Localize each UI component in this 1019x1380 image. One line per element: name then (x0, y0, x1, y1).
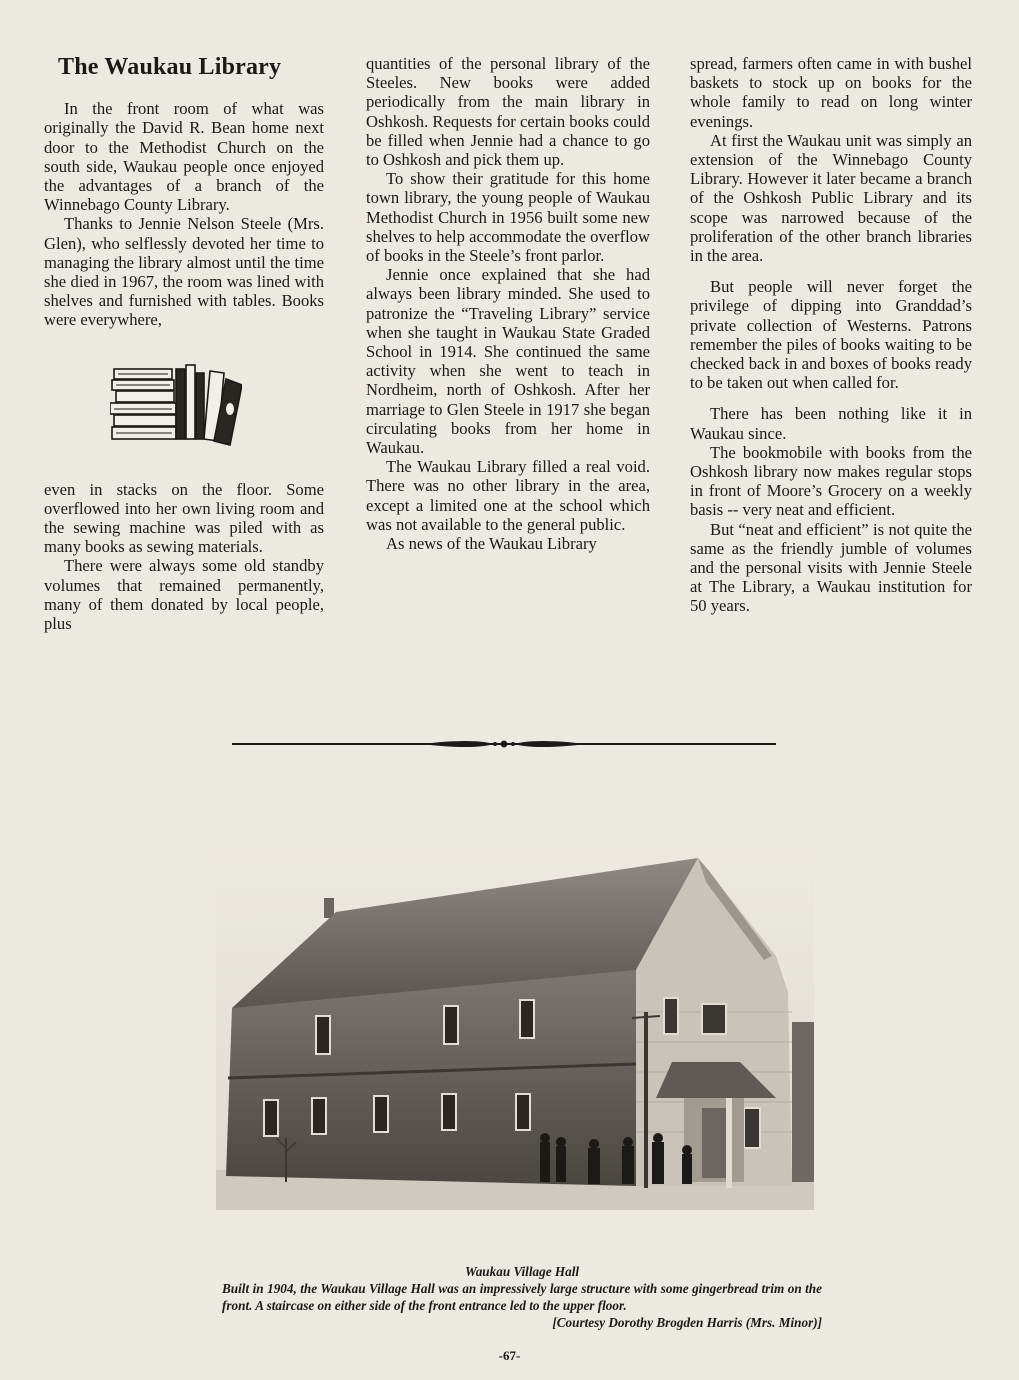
paragraph: But “neat and efficient” is not quite the same as the friendly jumble of volumes and the personal visits with Jennie Steele at The Library, a Waukau institution for 50 years. (690, 519, 972, 616)
article-column-1 (44, 54, 324, 633)
paragraph: There were always some old standby volumes that remained permanently, many of them donated by local people, plus (44, 556, 324, 634)
paragraph: As news of the Waukau Library (386, 534, 597, 554)
paragraph: At first the Waukau unit was simply an extension of the Winnebago County Library. However it later became a branch of the Oshkosh Public Library and its scope was narrowed because of the proliferation of the other branch libraries in the area. (690, 130, 972, 266)
page-number: -67- (498, 1348, 521, 1363)
article-title: The Waukau Library (58, 54, 282, 80)
paragraph: In the front room of what was originally the David R. Bean home next door to the Methodist Church on the south side, Waukau people once enjoyed the advantages of a branch of the Winnebago County Library. (44, 99, 324, 215)
photo-caption (222, 1263, 822, 1331)
paragraph: spread, farmers often came in with bushel baskets to stock up on books for the whole family to read on long winter evenings. (690, 54, 972, 131)
paragraph: quantities of the personal library of the Steeles. New books were added periodically from the main library in Oshkosh. Requests for certain books could be filled when Jennie had a chance to go to Oshkosh and pick them up. (366, 54, 650, 170)
article-column-3 (690, 54, 972, 616)
paragraph: The Waukau Library filled a real void. There was no other library in the area, except a limited one at the school which was not available to the general public. (366, 457, 650, 534)
paragraph: There has been nothing like it in Waukau since. (690, 404, 972, 443)
paragraph: Jennie once explained that she had always been library minded. She used to patronize the “Traveling Library” service when she taught in Waukau State Graded School in 1914. She continued the same activity when she went to teach in Nordheim, north of Oshkosh. After her marriage to Glen Steele in 1917 she began circulating books from her home in Waukau. (366, 265, 650, 458)
article-column-2 (366, 54, 650, 553)
paragraph: The bookmobile with books from the Oshkosh library now makes regular stops in front of Moore’s Grocery on a weekly basis -- very neat and efficient. (690, 442, 972, 520)
caption-body: Built in 1904, the Waukau Village Hall was an impressively large structure with some gingerbread trim on the front. A staircase on either side of the front entrance led to the upper floor. (222, 1281, 822, 1313)
village-hall-photo (216, 842, 814, 1210)
caption-title: Waukau Village Hall (464, 1264, 580, 1279)
paragraph: even in stacks on the floor. Some overflowed into her own living room and the sewing machine was piled with as many books as sewing materials. (44, 479, 324, 557)
caption-credit: [Courtesy Dorothy Brogden Harris (Mrs. Minor)] (552, 1315, 822, 1330)
ornamental-divider-icon (232, 734, 776, 754)
books-illustration-icon (44, 330, 324, 480)
paragraph: But people will never forget the privilege of dipping into Granddad’s private collection of Westerns. Patrons remember the piles of books waiting to be checked back in and boxes of books ready to be taken out when called for. (690, 277, 972, 393)
paragraph: Thanks to Jennie Nelson Steele (Mrs. Glen), who selflessly devoted her time to managing the library almost until the time she died in 1967, the room was lined with shelves and furnished with tables. Books were everywhere, (44, 214, 324, 330)
paragraph: To show their gratitude for this home town library, the young people of Waukau Methodist Church in 1956 built some new shelves to help accommodate the overflow of books in the Steele’s front parlor. (366, 169, 650, 266)
